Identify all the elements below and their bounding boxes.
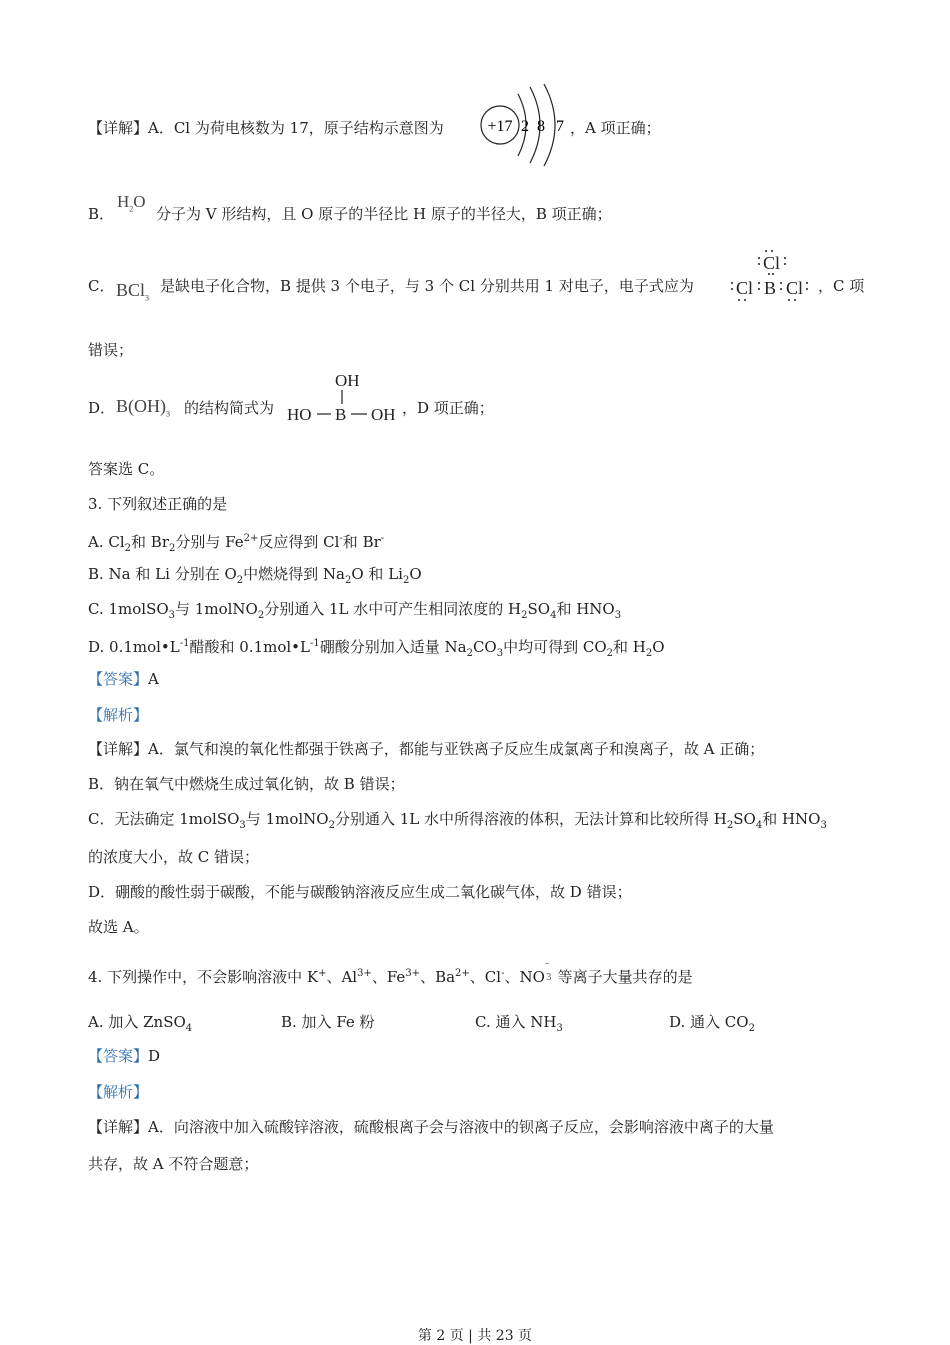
q4-explain-a: 【详解】A．向溶液中加入硫酸锌溶液，硫酸根离子会与溶液中的钡离子反应，会影响溶液中离子的大量 [88,1118,774,1136]
answer-label: 【答案】 [88,1047,149,1065]
answer-choice-line: 答案选 C。 [88,460,165,478]
struct-oh-top: OH [335,371,360,390]
q4-option-a: A. 加入 ZnSO$_4$ [88,1013,193,1034]
q3-analysis-label: 【解析】 [88,706,149,724]
struct-ho: HO [287,405,312,424]
q3-explain-b: B．钠在氧气中燃烧生成过氧化钠，故 B 错误； [88,775,405,793]
detail-line-a [88,118,444,138]
q3-stem: 3. 下列叙述正确的是 [88,495,228,513]
q3-answer [88,669,159,689]
detail-line-d: D． [88,399,116,417]
q4-stem: 4. 下列操作中，不会影响溶液中 K+、$Al^{3+}$、$Fe^{3+}$、$Ba^{2+}$、Cl-、NO – 3 等离子大量共存的是 [88,959,693,986]
boh3-structural-formula [287,370,405,426]
detail-line-c: C． [88,277,115,295]
detail-line-c-text: 是缺电子化合物，B 提供 3 个电子，与 3 个 Cl 分别共用 1 对电子，电子式应为 [160,277,694,295]
formula-bcl3: BCl$_3$ [116,280,150,303]
formula-boh3: $B(OH)_3$ [116,396,171,419]
q4-option-d: D. 通入 $CO_2$ [669,1013,755,1034]
q3-explain-a: 【详解】A．氯气和溴的氧化性都强于铁离子，都能与亚铁离子反应生成氯离子和溴离子，故 A 正确； [88,740,765,758]
detail-line-d-end: ，D 项正确； [402,399,494,417]
shell-1-electrons: 2 [521,118,529,135]
detail-line-c-cont: 错误； [88,341,134,359]
q3-conclusion: 故选 A。 [88,918,149,936]
lewis-cl-left: Cl [736,278,754,298]
q3-explain-c-cont: 的浓度大小，故 C 错误； [88,848,260,866]
q3-option-c: C. 1molSO$_3$与 1molNO$_2$分别通入 1L 水中可产生相同浓度的 $H_2SO_4$和 $HNO_3$ [88,600,622,621]
shell-3-electrons: 7 [556,118,564,135]
detail-line-b: B． [88,205,115,223]
q4-analysis-label: 【解析】 [88,1083,149,1101]
nucleus-label: +17 [487,118,513,135]
shell-2-electrons: 8 [537,118,545,135]
answer-value: D [148,1047,161,1065]
formula-h2o: $H_2O$ [117,192,146,214]
atom-structure-diagram [478,82,578,172]
struct-oh: OH [371,405,396,424]
detail-line-a-end: ，A 项正确； [570,119,661,137]
detail-line-b-text: 分子为 V 形结构，且 O 原子的半径比 H 原子的半径大，B 项正确； [156,205,612,223]
q4-option-b: B. 加入 Fe 粉 [281,1013,375,1031]
q3-option-d: D. $0.1mol•L^{-1}$醋酸和 $0.1mol•L^{-1}$硼酸分别加入适量 $Na_2CO_3$中均可得到 $CO_2$和 $H_2O$ [88,638,665,659]
lewis-cl-top: Cl [763,253,781,273]
q3-option-b: B. Na 和 Li 分别在 $O_2$中燃烧得到 $Na_2O$ 和 $Li_2O$ [88,565,422,586]
q4-answer [88,1046,160,1066]
lewis-cl-right: Cl [786,278,804,298]
detail-line-d-text: 的结构简式为 [184,399,275,417]
q3-explain-d: D．硼酸的酸性弱于碳酸，不能与碳酸钠溶液反应生成二氧化碳气体，故 D 错误； [88,883,632,901]
struct-b: B [335,405,347,424]
bcl3-lewis-structure [730,248,820,304]
answer-label: 【答案】 [88,670,149,688]
q4-explain-a-cont: 共存，故 A 不符合题意； [88,1155,259,1173]
answer-value: A [148,670,159,688]
detail-line-c-end: ，C 项 [818,277,865,295]
q4-option-c: C. 通入 $NH_3$ [475,1013,563,1034]
q3-explain-c: C．无法确定 1molSO$_3$与 1molNO$_2$分别通入 1L 水中所得溶液的体积，无法计算和比较所得 $H_2SO_4$和 $HNO_3$ [88,810,827,831]
detail-text: 【详解】A．Cl 为荷电核数为 17，原子结构示意图为 [88,119,444,137]
page-footer: 第 2 页 | 共 23 页 [417,1328,533,1344]
lewis-b: B [764,278,777,298]
q3-option-a: A. $Cl_2$和 $Br_2$分别与 $Fe^{2+}$反应得到 Cl-和 Br- [88,533,385,554]
